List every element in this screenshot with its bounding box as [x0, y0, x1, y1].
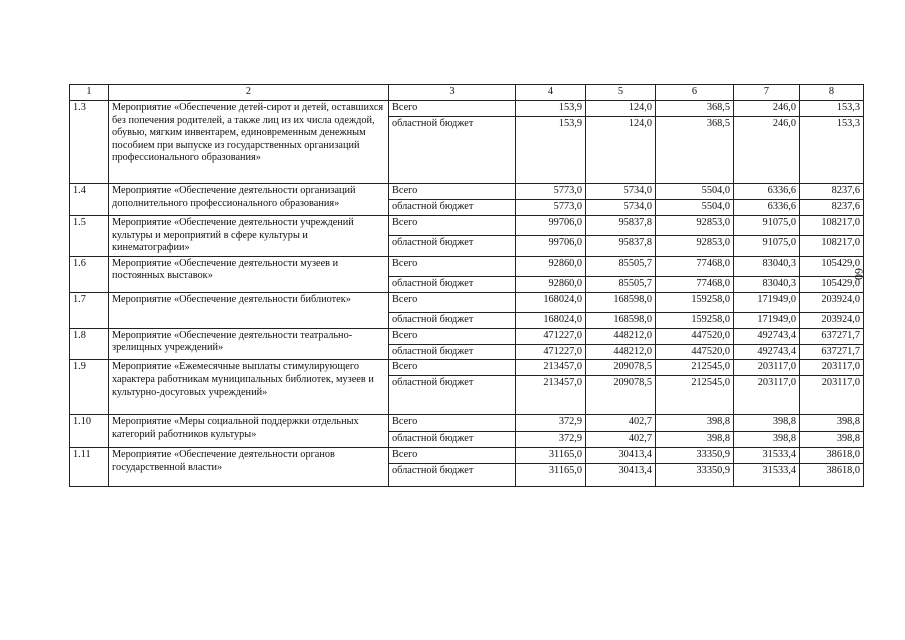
- funding-source-label: областной бюджет: [389, 236, 516, 256]
- value-col-4: 153,9: [516, 117, 586, 184]
- value-col-6: 398,8: [656, 432, 734, 448]
- value-col-4: 5773,0: [516, 200, 586, 216]
- value-col-4: 213457,0: [516, 376, 586, 415]
- value-col-8: 8237,6: [800, 200, 864, 216]
- header-col-7: 7: [734, 85, 800, 101]
- item-number: 1.3: [70, 101, 109, 184]
- funding-source-label: Всего: [389, 216, 516, 236]
- value-col-4: 168024,0: [516, 292, 586, 312]
- header-col-8: 8: [800, 85, 864, 101]
- value-col-7: 203117,0: [734, 360, 800, 376]
- page-number: 60: [852, 268, 866, 280]
- value-col-7: 246,0: [734, 117, 800, 184]
- value-col-6: 33350,9: [656, 447, 734, 463]
- value-col-6: 77468,0: [656, 276, 734, 292]
- header-col-5: 5: [586, 85, 656, 101]
- value-col-5: 448212,0: [586, 328, 656, 344]
- value-col-7: 91075,0: [734, 236, 800, 256]
- value-col-4: 31165,0: [516, 463, 586, 486]
- value-col-6: 5504,0: [656, 200, 734, 216]
- item-number: 1.7: [70, 292, 109, 328]
- item-number: 1.5: [70, 216, 109, 257]
- value-col-8: 637271,7: [800, 328, 864, 344]
- value-col-6: 92853,0: [656, 236, 734, 256]
- value-col-6: 159258,0: [656, 292, 734, 312]
- funding-source-label: Всего: [389, 415, 516, 432]
- item-description: Мероприятие «Ежемесячные выплаты стимулирующего характера работникам муниципальных библиотек, музеев и культурно-досуговых учреждений»: [109, 360, 389, 415]
- item-description: Мероприятие «Меры социальной поддержки отдельных категорий работников культуры»: [109, 415, 389, 448]
- funding-source-label: Всего: [389, 101, 516, 117]
- value-col-5: 402,7: [586, 415, 656, 432]
- funding-source-label: областной бюджет: [389, 432, 516, 448]
- funding-source-label: Всего: [389, 447, 516, 463]
- value-col-5: 5734,0: [586, 184, 656, 200]
- item-number: 1.9: [70, 360, 109, 415]
- value-col-5: 168598,0: [586, 312, 656, 328]
- value-col-5: 85505,7: [586, 256, 656, 276]
- value-col-8: 153,3: [800, 101, 864, 117]
- value-col-4: 471227,0: [516, 344, 586, 360]
- value-col-8: 8237,6: [800, 184, 864, 200]
- header-col-2: 2: [109, 85, 389, 101]
- value-col-7: 31533,4: [734, 463, 800, 486]
- value-col-8: 38618,0: [800, 447, 864, 463]
- table-row-total: [70, 447, 864, 463]
- value-col-8: 105429,0: [800, 256, 864, 276]
- value-col-7: 83040,3: [734, 276, 800, 292]
- value-col-6: 5504,0: [656, 184, 734, 200]
- value-col-8: 108217,0: [800, 236, 864, 256]
- item-number: 1.6: [70, 256, 109, 292]
- value-col-4: 372,9: [516, 432, 586, 448]
- table-row-total: [70, 292, 864, 312]
- value-col-5: 209078,5: [586, 376, 656, 415]
- value-col-7: 203117,0: [734, 376, 800, 415]
- header-col-4: 4: [516, 85, 586, 101]
- value-col-4: 99706,0: [516, 216, 586, 236]
- funding-source-label: областной бюджет: [389, 463, 516, 486]
- item-description: Мероприятие «Обеспечение деятельности библиотек»: [109, 292, 389, 328]
- funding-source-label: областной бюджет: [389, 276, 516, 292]
- funding-source-label: Всего: [389, 360, 516, 376]
- funding-source-label: Всего: [389, 184, 516, 200]
- funding-source-label: Всего: [389, 292, 516, 312]
- value-col-6: 368,5: [656, 101, 734, 117]
- table-row-total: [70, 328, 864, 344]
- value-col-8: 108217,0: [800, 216, 864, 236]
- item-number: 1.8: [70, 328, 109, 360]
- value-col-4: 372,9: [516, 415, 586, 432]
- value-col-7: 246,0: [734, 101, 800, 117]
- item-description: Мероприятие «Обеспечение деятельности театрально-зрелищных учреждений»: [109, 328, 389, 360]
- item-number: 1.10: [70, 415, 109, 448]
- value-col-6: 159258,0: [656, 312, 734, 328]
- item-description: Мероприятие «Обеспечение детей-сирот и детей, оставшихся без попечения родителей, а также лиц из их числа одеждой, обувью, мягким инвентарем, единовременным денежным пособием при выпуске из государственных организаций профессионального образования»: [109, 101, 389, 184]
- table-row-total: [70, 256, 864, 276]
- value-col-8: 398,8: [800, 432, 864, 448]
- value-col-7: 171949,0: [734, 312, 800, 328]
- item-description: Мероприятие «Обеспечение деятельности органов государственной власти»: [109, 447, 389, 486]
- value-col-4: 92860,0: [516, 256, 586, 276]
- value-col-8: 38618,0: [800, 463, 864, 486]
- value-col-8: 105429,0: [800, 276, 864, 292]
- header-row: [70, 85, 864, 101]
- item-number: 1.11: [70, 447, 109, 486]
- value-col-5: 168598,0: [586, 292, 656, 312]
- table-row-total: [70, 184, 864, 200]
- funding-source-label: Всего: [389, 328, 516, 344]
- table-row-total: [70, 101, 864, 117]
- item-description: Мероприятие «Обеспечение деятельности музеев и постоянных выставок»: [109, 256, 389, 292]
- value-col-6: 447520,0: [656, 328, 734, 344]
- header-col-6: 6: [656, 85, 734, 101]
- item-description: Мероприятие «Обеспечение деятельности учреждений культуры и мероприятий в сфере культуры и кинематографии»: [109, 216, 389, 257]
- item-description: Мероприятие «Обеспечение деятельности организаций дополнительного профессионального образования»: [109, 184, 389, 216]
- value-col-7: 91075,0: [734, 216, 800, 236]
- value-col-7: 31533,4: [734, 447, 800, 463]
- value-col-6: 368,5: [656, 117, 734, 184]
- value-col-4: 31165,0: [516, 447, 586, 463]
- value-col-8: 203924,0: [800, 312, 864, 328]
- value-col-7: 398,8: [734, 415, 800, 432]
- header-col-3: 3: [389, 85, 516, 101]
- value-col-5: 5734,0: [586, 200, 656, 216]
- value-col-4: 92860,0: [516, 276, 586, 292]
- value-col-4: 99706,0: [516, 236, 586, 256]
- value-col-4: 153,9: [516, 101, 586, 117]
- funding-source-label: областной бюджет: [389, 312, 516, 328]
- value-col-7: 398,8: [734, 432, 800, 448]
- value-col-5: 85505,7: [586, 276, 656, 292]
- value-col-6: 33350,9: [656, 463, 734, 486]
- value-col-7: 492743,4: [734, 328, 800, 344]
- value-col-5: 448212,0: [586, 344, 656, 360]
- table-row-total: [70, 216, 864, 236]
- header-col-1: 1: [70, 85, 109, 101]
- value-col-8: 398,8: [800, 415, 864, 432]
- value-col-8: 153,3: [800, 117, 864, 184]
- value-col-8: 637271,7: [800, 344, 864, 360]
- value-col-4: 213457,0: [516, 360, 586, 376]
- value-col-7: 6336,6: [734, 184, 800, 200]
- table-row-total: [70, 360, 864, 376]
- value-col-5: 95837,8: [586, 216, 656, 236]
- value-col-7: 6336,6: [734, 200, 800, 216]
- funding-source-label: областной бюджет: [389, 376, 516, 415]
- funding-source-label: Всего: [389, 256, 516, 276]
- value-col-5: 30413,4: [586, 463, 656, 486]
- value-col-7: 171949,0: [734, 292, 800, 312]
- value-col-8: 203117,0: [800, 376, 864, 415]
- value-col-7: 83040,3: [734, 256, 800, 276]
- value-col-5: 124,0: [586, 101, 656, 117]
- program-funding-table: [69, 84, 864, 487]
- funding-source-label: областной бюджет: [389, 344, 516, 360]
- value-col-5: 30413,4: [586, 447, 656, 463]
- value-col-6: 447520,0: [656, 344, 734, 360]
- value-col-4: 168024,0: [516, 312, 586, 328]
- funding-source-label: областной бюджет: [389, 200, 516, 216]
- item-number: 1.4: [70, 184, 109, 216]
- funding-source-label: областной бюджет: [389, 117, 516, 184]
- value-col-6: 92853,0: [656, 216, 734, 236]
- value-col-6: 77468,0: [656, 256, 734, 276]
- value-col-7: 492743,4: [734, 344, 800, 360]
- value-col-4: 5773,0: [516, 184, 586, 200]
- value-col-8: 203117,0: [800, 360, 864, 376]
- value-col-4: 471227,0: [516, 328, 586, 344]
- table-row-total: [70, 415, 864, 432]
- value-col-6: 398,8: [656, 415, 734, 432]
- value-col-5: 209078,5: [586, 360, 656, 376]
- value-col-8: 203924,0: [800, 292, 864, 312]
- value-col-5: 95837,8: [586, 236, 656, 256]
- value-col-5: 124,0: [586, 117, 656, 184]
- value-col-6: 212545,0: [656, 376, 734, 415]
- value-col-5: 402,7: [586, 432, 656, 448]
- value-col-6: 212545,0: [656, 360, 734, 376]
